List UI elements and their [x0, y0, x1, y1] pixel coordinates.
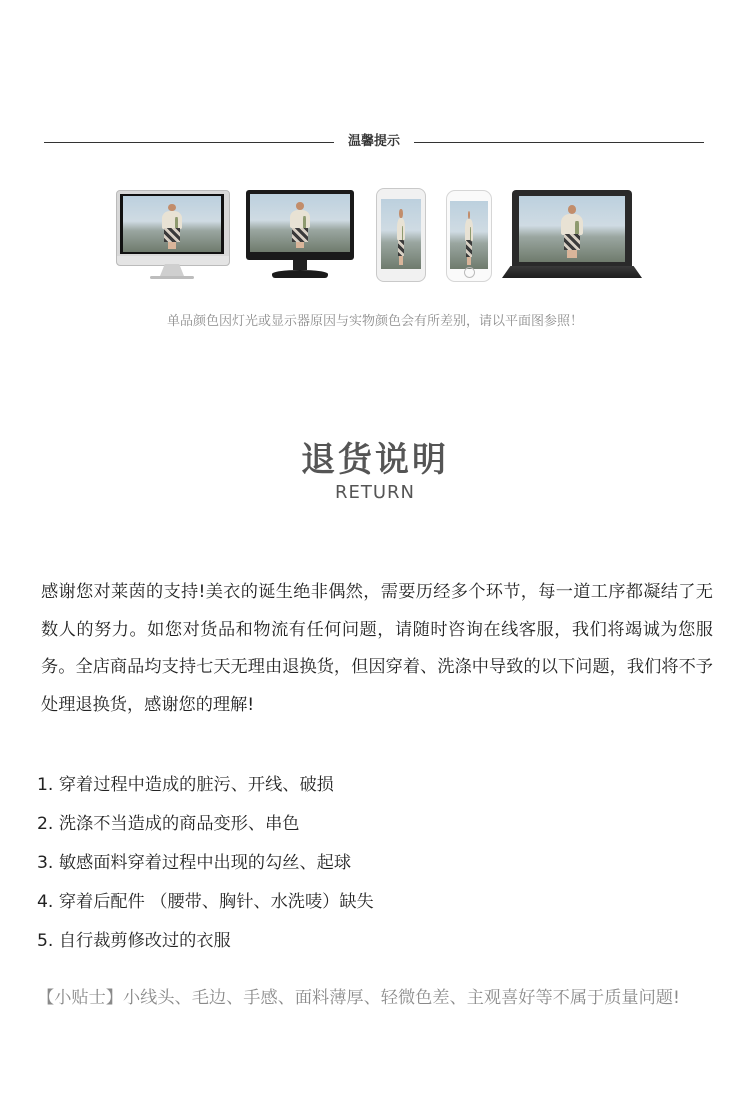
return-intro-paragraph: 感谢您对莱茵的支持!美衣的诞生绝非偶然，需要历经多个环节，每一道工序都凝结了无数人的努力。如您对货品和物流有任何问题，请随时咨询在线客服，我们将竭诚为您服务。全店商品均支持七天无理由退换货，但因穿着、洗涤中导致的以下问题，我们将不予处理退换货，感谢您的理解!	[41, 582, 713, 715]
laptop-base	[502, 266, 642, 278]
monitor-neck	[293, 260, 307, 270]
tips-paragraph: 【小贴士】小线头、毛边、手感、面料薄厚、轻微色差、主观喜好等不属于质量问题!	[37, 988, 680, 1008]
product-photo	[250, 194, 350, 252]
list-item: 2. 洗涤不当造成的商品变形、串色	[37, 814, 300, 834]
product-photo	[123, 196, 221, 252]
list-item: 5. 自行裁剪修改过的衣服	[37, 931, 231, 951]
product-photo	[381, 199, 421, 269]
color-difference-note: 单品颜色因灯光或显示器原因与实物颜色会有所差别，请以平面图参照！	[166, 314, 583, 329]
list-item: 4. 穿着后配件 （腰带、胸针、水洗唛）缺失	[37, 892, 374, 912]
return-title: 退货说明	[301, 440, 449, 480]
tip-divider	[44, 132, 704, 152]
imac-device	[116, 190, 230, 266]
monitor-foot	[272, 270, 328, 278]
imac-foot	[150, 276, 194, 279]
list-item: 3. 敏感面料穿着过程中出现的勾丝、起球	[37, 853, 352, 873]
tip-label: 温馨提示	[347, 134, 400, 149]
return-subtitle: RETURN	[334, 482, 416, 503]
device-comparison-image	[110, 188, 650, 288]
android-phone-device	[376, 188, 426, 282]
home-button-icon	[464, 267, 475, 278]
laptop-device	[512, 190, 632, 266]
product-photo	[519, 196, 625, 262]
iphone-device	[446, 190, 492, 282]
return-exclusion-list	[37, 766, 717, 961]
product-photo	[450, 201, 488, 269]
monitor-device	[246, 190, 354, 260]
list-item: 1. 穿着过程中造成的脏污、开线、破损	[37, 775, 334, 795]
